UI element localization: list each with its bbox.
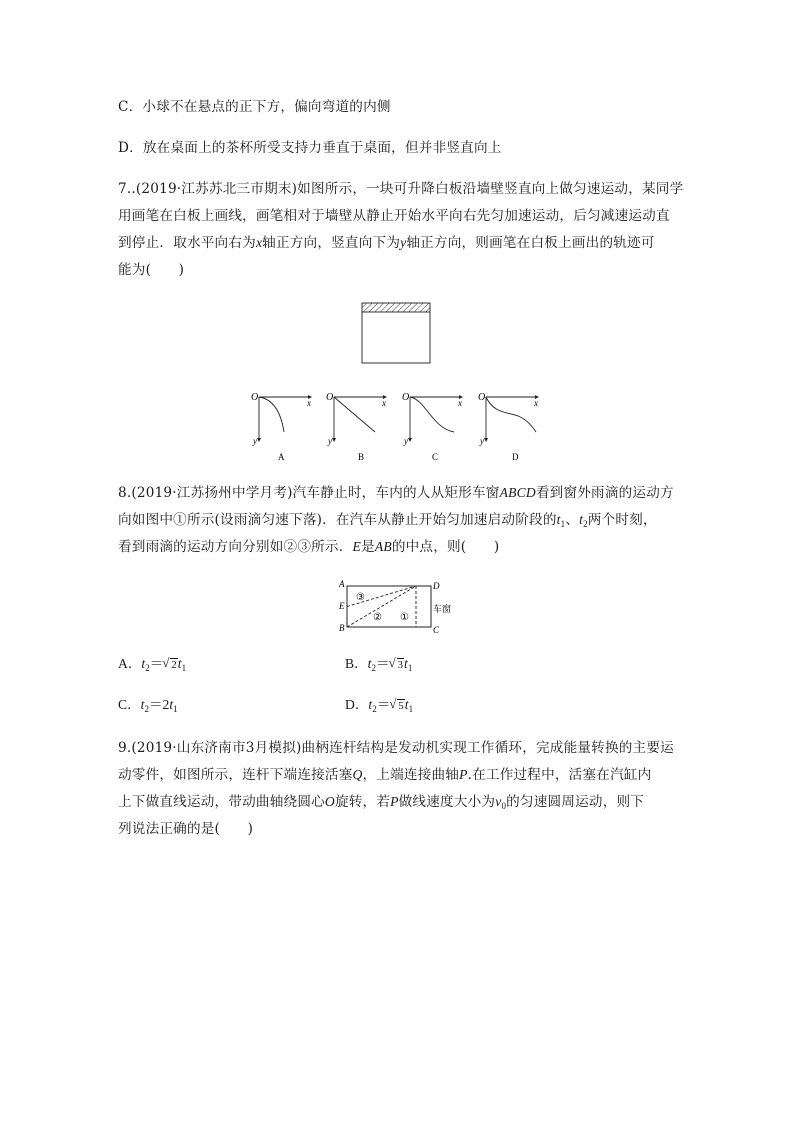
q8-option-c-rhs: t bbox=[169, 697, 174, 712]
q8-option-b-rad: 3 bbox=[397, 659, 404, 671]
q8-option-d-letter: D． bbox=[345, 697, 369, 712]
q8-option-d-rhs: t bbox=[404, 697, 409, 712]
graph-a-x: x bbox=[307, 398, 311, 408]
graph-d-origin: O bbox=[478, 392, 486, 403]
q7-line2: 用画笔在白板上画线，画笔相对于墙壁从静止开始水平向右先匀加速运动，后匀减速运动直 bbox=[118, 208, 670, 224]
graph-a-curve bbox=[259, 397, 284, 432]
q7-y: y bbox=[400, 235, 407, 250]
marker-3: ③ bbox=[356, 592, 365, 603]
q8-option-a-lsub: 2 bbox=[145, 663, 150, 673]
graph-c-x: x bbox=[458, 398, 462, 408]
q8-option-c-lsub: 2 bbox=[144, 704, 149, 714]
graph-c-curve bbox=[410, 397, 454, 432]
q7-x: x bbox=[255, 235, 263, 250]
q9-line3-a: 上下做直线运动，带动曲轴绕圆心 bbox=[118, 794, 325, 810]
q7-line4: 能为( ) bbox=[118, 262, 185, 278]
q7-line1: 7..(2019·江苏苏北三市期末)如图所示，一块可升降白板沿墙壁竖直向上做匀速运动，某同学 bbox=[118, 181, 684, 197]
q8-line3-c: 的中点，则( ) bbox=[391, 539, 500, 555]
graph-b-y: y bbox=[328, 436, 332, 446]
window-label: 车窗 bbox=[433, 604, 452, 614]
graph-b bbox=[326, 392, 387, 462]
whiteboard-figure bbox=[358, 300, 434, 366]
wall-hatch bbox=[362, 303, 430, 312]
q8-option-c-eq: ＝ bbox=[148, 697, 163, 712]
q8-t2: t bbox=[579, 512, 584, 527]
q8-option-b-rhs: t bbox=[404, 656, 408, 671]
q9-line1: 9.(2019·山东济南市3月模拟)曲柄连杆结构是发动机实现工作循环，完成能量转换的主要运 bbox=[118, 740, 674, 756]
q8-option-b-rsub: 1 bbox=[407, 663, 413, 673]
q8-option-d-lsub: 2 bbox=[372, 704, 377, 714]
q8-t1-sub: 1 bbox=[560, 519, 566, 529]
graph-a-origin: O bbox=[251, 392, 259, 403]
q8-option-a-letter: A． bbox=[118, 656, 142, 671]
graph-c bbox=[402, 392, 463, 462]
q8-line1-a: 8.(2019·江苏扬州中学月考)汽车静止时，车内的人从矩形车窗 bbox=[118, 485, 500, 501]
option-d-text: D．放在桌面上的茶杯所受支持力垂直于桌面，但并非竖直向上 bbox=[118, 140, 502, 156]
q9-p2: P bbox=[390, 794, 399, 809]
graph-d-y: y bbox=[480, 436, 484, 446]
q9-line2-b: ，上端连接曲轴 bbox=[362, 767, 460, 783]
graph-b-label: B bbox=[358, 452, 365, 462]
graph-d-x: x bbox=[534, 398, 538, 408]
marker-2: ② bbox=[373, 612, 382, 623]
q8-option-b-lsub: 2 bbox=[371, 663, 376, 673]
q8-option-d-rsub: 1 bbox=[408, 704, 414, 714]
label-b: B bbox=[339, 623, 345, 633]
q8-option-a-lhs: t bbox=[141, 656, 146, 671]
graph-b-curve bbox=[334, 397, 375, 432]
q8-option-a-eq: ＝ bbox=[149, 656, 164, 671]
q9-line2-c: .在工作过程中，活塞在汽缸内 bbox=[467, 767, 652, 783]
option-c-text: C．小球不在悬点的正下方，偏向弯道的内侧 bbox=[118, 99, 391, 115]
q9-line3-d: 的匀速圆周运动，则下 bbox=[506, 794, 645, 810]
q8-option-a-sqrt bbox=[163, 655, 178, 674]
q9-line4: 列说法正确的是( ) bbox=[118, 821, 254, 837]
graph-a bbox=[251, 392, 312, 462]
q8-line2-a: 向如图中①所示(设雨滴匀速下落)．在汽车从静止开始匀加速启动阶段的 bbox=[118, 512, 557, 528]
label-d: D bbox=[433, 581, 440, 591]
q9-line2 bbox=[118, 766, 651, 784]
q8-line3 bbox=[118, 538, 499, 556]
q8-abcd: ABCD bbox=[499, 485, 536, 500]
graph-c-label: C bbox=[432, 452, 439, 462]
label-e: E bbox=[339, 601, 345, 611]
q8-e: E bbox=[352, 539, 362, 554]
graph-d-label: D bbox=[512, 452, 519, 462]
q9-line3 bbox=[118, 793, 644, 815]
label-a: A bbox=[339, 579, 345, 589]
label-c: C bbox=[433, 625, 440, 635]
q8-option-c-letter: C． bbox=[118, 697, 141, 712]
graph-a-y: y bbox=[253, 436, 257, 446]
q9-line3-c: 做线速度大小为 bbox=[398, 794, 496, 810]
q9-line3-b: 旋转，若 bbox=[334, 794, 391, 810]
q9-line2-a: 动零件，如图所示，连杆下端连接活塞 bbox=[118, 767, 353, 783]
marker-1: ① bbox=[400, 612, 409, 623]
q8-option-c[interactable] bbox=[118, 696, 178, 718]
q8-sep: 、 bbox=[565, 512, 580, 528]
q9-v: v bbox=[495, 794, 502, 809]
car-window-diagram bbox=[336, 578, 466, 636]
q8-option-d-eq: ＝ bbox=[376, 697, 391, 712]
q9-v0: 0 bbox=[501, 801, 507, 811]
graph-c-y: y bbox=[404, 436, 408, 446]
q7-line3 bbox=[118, 234, 655, 252]
q9-o: O bbox=[324, 794, 335, 809]
q8-option-b-sqrt bbox=[390, 655, 405, 674]
q9-q: Q bbox=[352, 767, 363, 782]
q8-option-c-coef: 2 bbox=[162, 697, 170, 712]
graph-a-label: A bbox=[278, 452, 285, 462]
q8-option-c-rsub: 1 bbox=[173, 704, 178, 714]
q8-option-a-rad: 2 bbox=[171, 659, 177, 671]
q8-line2 bbox=[118, 511, 657, 533]
q7-line3-a: 到停止．取水平向右为 bbox=[118, 235, 256, 251]
q8-option-d[interactable] bbox=[345, 696, 413, 718]
q8-option-d-lhs: t bbox=[368, 697, 373, 712]
graph-d-curve bbox=[486, 397, 536, 432]
q8-option-b-letter: B． bbox=[345, 656, 368, 671]
graph-d bbox=[478, 392, 539, 462]
trajectory-graphs bbox=[246, 388, 546, 464]
q8-line1 bbox=[118, 484, 674, 502]
q8-option-b[interactable] bbox=[345, 655, 412, 677]
q8-option-a-rsub: 1 bbox=[181, 663, 187, 673]
q8-option-c-lhs: t bbox=[140, 697, 145, 712]
q8-option-a-rhs: t bbox=[177, 656, 182, 671]
graph-c-origin: O bbox=[402, 392, 410, 403]
q7-line3-b: 轴正方向，竖直向下为 bbox=[262, 235, 401, 251]
q7-line3-c: 轴正方向，则画笔在白板上画出的轨迹可 bbox=[406, 235, 655, 251]
whiteboard bbox=[362, 312, 430, 363]
graph-b-origin: O bbox=[326, 392, 334, 403]
q8-line2-b: 两个时刻， bbox=[587, 512, 657, 528]
q8-option-d-sqrt bbox=[390, 696, 405, 715]
q8-option-d-rad: 5 bbox=[398, 700, 404, 712]
q8-line3-a: 看到雨滴的运动方向分别如②③所示． bbox=[118, 539, 353, 555]
graph-b-x: x bbox=[382, 398, 386, 408]
q8-t2-sub: 2 bbox=[583, 519, 588, 529]
q8-option-b-lhs: t bbox=[367, 656, 372, 671]
q8-line3-b: 是 bbox=[361, 539, 375, 555]
q8-t1: t bbox=[556, 512, 561, 527]
q9-p: P bbox=[459, 767, 468, 782]
q8-option-b-eq: ＝ bbox=[375, 656, 390, 671]
q8-option-a[interactable] bbox=[118, 655, 186, 677]
q8-line1-b: 看到窗外雨滴的运动方 bbox=[535, 485, 674, 501]
q8-ab: AB bbox=[374, 539, 392, 554]
